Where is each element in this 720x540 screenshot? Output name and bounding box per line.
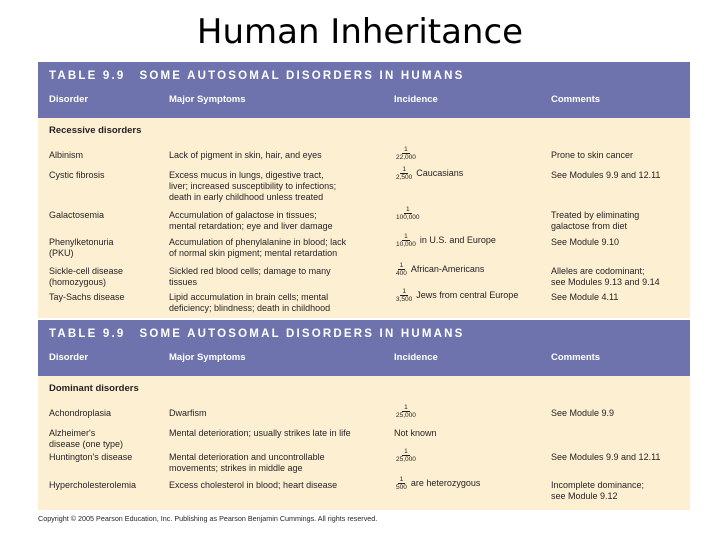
symptoms-cell-line: death in early childhood unless treated xyxy=(169,192,324,202)
incidence-denominator: 22,000 xyxy=(396,154,416,161)
column-header-disorder: Disorder xyxy=(49,352,89,363)
comments-cell xyxy=(551,452,660,463)
table-caption: SOME AUTOSOMAL DISORDERS IN HUMANS xyxy=(139,70,465,82)
disorder-cell xyxy=(49,428,123,450)
comments-cell-line: See Module 9.9 xyxy=(551,408,615,418)
symptoms-cell xyxy=(169,480,337,491)
symptoms-cell-line: liver; increased susceptibility to infections; xyxy=(169,181,337,191)
incidence-fraction xyxy=(394,448,418,463)
column-header-disorder: Disorder xyxy=(49,94,89,105)
column-header-comments: Comments xyxy=(551,352,601,363)
comments-cell xyxy=(551,292,618,303)
symptoms-cell xyxy=(169,428,351,439)
comments-cell-line: See Module 9.10 xyxy=(551,237,620,247)
symptoms-cell-line: Mental deterioration; usually strikes late in life xyxy=(169,428,351,438)
incidence-denominator: 100,000 xyxy=(396,214,420,221)
comments-cell xyxy=(551,210,639,232)
incidence-text: Not known xyxy=(394,428,437,438)
symptoms-cell-line: Dwarfism xyxy=(169,408,207,418)
disorder-cell-line: (homozygous) xyxy=(49,277,107,287)
incidence-denominator: 10,000 xyxy=(396,241,416,248)
symptoms-cell-line: Lipid accumulation in brain cells; mental xyxy=(169,292,329,302)
incidence-cell xyxy=(394,404,420,419)
comments-cell-line: see Module 9.12 xyxy=(551,491,618,501)
comments-cell-line: Alleles are codominant; xyxy=(551,266,645,276)
incidence-fraction xyxy=(394,206,422,221)
symptoms-cell-line: Mental deterioration and uncontrollable xyxy=(169,452,325,462)
incidence-numerator: 1 xyxy=(404,448,408,455)
symptoms-cell-line: tissues xyxy=(169,277,198,287)
disorder-cell xyxy=(49,210,104,221)
incidence-cell xyxy=(394,262,484,277)
comments-cell-line: See Modules 9.9 and 12.11 xyxy=(551,452,661,462)
disorder-cell-line: (PKU) xyxy=(49,248,74,258)
incidence-fraction xyxy=(394,476,409,491)
incidence-numerator: 1 xyxy=(399,476,404,483)
table-header xyxy=(38,320,690,376)
disorder-cell-line: disease (one type) xyxy=(49,439,124,449)
incidence-denominator: 25,000 xyxy=(396,412,416,419)
comments-cell-line: Prone to skin cancer xyxy=(551,150,634,160)
comments-cell xyxy=(551,170,660,181)
symptoms-cell-line: Accumulation of galactose in tissues; xyxy=(169,210,317,220)
comments-cell-line: Treated by eliminating xyxy=(551,210,640,220)
comments-cell-line: See Module 4.11 xyxy=(551,292,619,302)
disorder-cell-line: Huntington's disease xyxy=(49,452,133,462)
disorder-cell-line: Phenylketonuria xyxy=(49,237,114,247)
disorder-cell xyxy=(49,170,105,181)
incidence-cell xyxy=(394,166,463,181)
symptoms-cell-line: Accumulation of phenylalanine in blood; lack xyxy=(169,237,347,247)
group-label: Recessive disorders xyxy=(49,125,142,136)
incidence-text: Caucasians xyxy=(416,167,464,178)
disorder-cell xyxy=(49,292,125,303)
disorder-cell xyxy=(49,480,136,491)
comments-cell-line: see Modules 9.13 and 9.14 xyxy=(551,277,660,287)
table-title xyxy=(49,328,465,340)
comments-cell xyxy=(551,237,619,248)
disorder-cell-line: Sickle-cell disease xyxy=(49,266,124,276)
symptoms-cell xyxy=(169,266,331,288)
comments-cell-line: See Modules 9.9 and 12.11 xyxy=(551,170,661,180)
incidence-denominator: 3,500 xyxy=(396,296,413,303)
symptoms-cell xyxy=(169,210,333,232)
incidence-numerator: 1 xyxy=(405,206,410,213)
incidence-numerator: 1 xyxy=(404,233,408,240)
incidence-text: African-Americans xyxy=(410,263,485,274)
symptoms-cell-line: deficiency; blindness; death in childhood xyxy=(169,303,331,313)
dominant-disorders-table xyxy=(38,320,690,510)
comments-cell xyxy=(551,480,644,502)
symptoms-cell xyxy=(169,292,330,314)
symptoms-cell xyxy=(169,408,207,419)
incidence-cell xyxy=(394,448,420,463)
incidence-fraction xyxy=(394,166,414,181)
incidence-fraction xyxy=(394,233,418,248)
column-header-symptoms: Major Symptoms xyxy=(169,352,246,363)
disorder-cell xyxy=(49,408,111,419)
comments-cell xyxy=(551,150,633,161)
symptoms-cell-line: Excess mucus in lungs, digestive tract, xyxy=(169,170,324,180)
incidence-fraction xyxy=(394,404,418,419)
incidence-denominator: 500 xyxy=(396,484,407,491)
slide-title: Human Inheritance xyxy=(196,12,524,52)
comments-cell xyxy=(551,408,614,419)
table-title xyxy=(49,70,465,82)
disorder-cell-line: Alzheimer's xyxy=(49,428,96,438)
column-header-comments: Comments xyxy=(551,94,601,105)
incidence-text: Jews from central Europe xyxy=(416,289,519,300)
incidence-denominator: 25,000 xyxy=(396,456,416,463)
incidence-fraction xyxy=(394,262,409,277)
incidence-text: are heterozygous xyxy=(410,477,481,488)
recessive-disorders-table xyxy=(38,62,690,318)
disorder-cell xyxy=(49,150,83,161)
comments-cell-line: galactose from diet xyxy=(551,221,628,231)
incidence-text: in U.S. and Europe xyxy=(419,234,496,245)
incidence-numerator: 1 xyxy=(404,146,408,153)
incidence-numerator: 1 xyxy=(402,166,406,173)
symptoms-cell xyxy=(169,237,346,259)
disorder-cell xyxy=(49,452,132,463)
incidence-cell xyxy=(394,146,420,161)
incidence-numerator: 1 xyxy=(399,262,404,269)
symptoms-cell-line: movements; strikes in middle age xyxy=(169,463,303,473)
table-caption: SOME AUTOSOMAL DISORDERS IN HUMANS xyxy=(139,328,465,340)
symptoms-cell xyxy=(169,170,336,203)
incidence-cell xyxy=(394,206,424,221)
symptoms-cell-line: Excess cholesterol in blood; heart disease xyxy=(169,480,338,490)
column-header-symptoms: Major Symptoms xyxy=(169,94,246,105)
incidence-cell xyxy=(394,476,480,491)
incidence-denominator: 400 xyxy=(396,270,407,277)
copyright-notice: Copyright © 2005 Pearson Education, Inc. Publishing as Pearson Benjamin Cummings. All rights reserved. xyxy=(38,514,378,523)
comments-cell xyxy=(551,266,660,288)
symptoms-cell-line: of normal skin pigment; mental retardation xyxy=(169,248,338,258)
column-header-incidence: Incidence xyxy=(394,94,438,105)
disorder-cell-line: Hypercholesterolemia xyxy=(49,480,137,490)
incidence-numerator: 1 xyxy=(402,288,406,295)
incidence-cell xyxy=(394,428,437,439)
table-number: TABLE 9.9 xyxy=(49,328,126,340)
symptoms-cell-line: mental retardation; eye and liver damage xyxy=(169,221,333,231)
symptoms-cell-line: Sickled red blood cells; damage to many xyxy=(169,266,331,276)
table-header xyxy=(38,62,690,118)
disorder-cell-line: Albinism xyxy=(49,150,84,160)
incidence-fraction xyxy=(394,146,418,161)
disorder-cell-line: Cystic fibrosis xyxy=(49,170,105,180)
group-label: Dominant disorders xyxy=(49,383,139,394)
incidence-cell xyxy=(394,288,518,303)
comments-cell-line: Incomplete dominance; xyxy=(551,480,645,490)
symptoms-cell xyxy=(169,452,325,474)
column-header-incidence: Incidence xyxy=(394,352,438,363)
disorder-cell-line: Achondroplasia xyxy=(49,408,112,418)
disorder-cell-line: Tay-Sachs disease xyxy=(49,292,125,302)
disorder-cell xyxy=(49,266,123,288)
incidence-numerator: 1 xyxy=(404,404,408,411)
disorder-cell-line: Galactosemia xyxy=(49,210,105,220)
incidence-cell xyxy=(394,233,496,248)
symptoms-cell-line: Lack of pigment in skin, hair, and eyes xyxy=(169,150,322,160)
incidence-fraction xyxy=(394,288,414,303)
incidence-denominator: 2,500 xyxy=(396,174,413,181)
symptoms-cell xyxy=(169,150,322,161)
table-number: TABLE 9.9 xyxy=(49,70,126,82)
disorder-cell xyxy=(49,237,114,259)
